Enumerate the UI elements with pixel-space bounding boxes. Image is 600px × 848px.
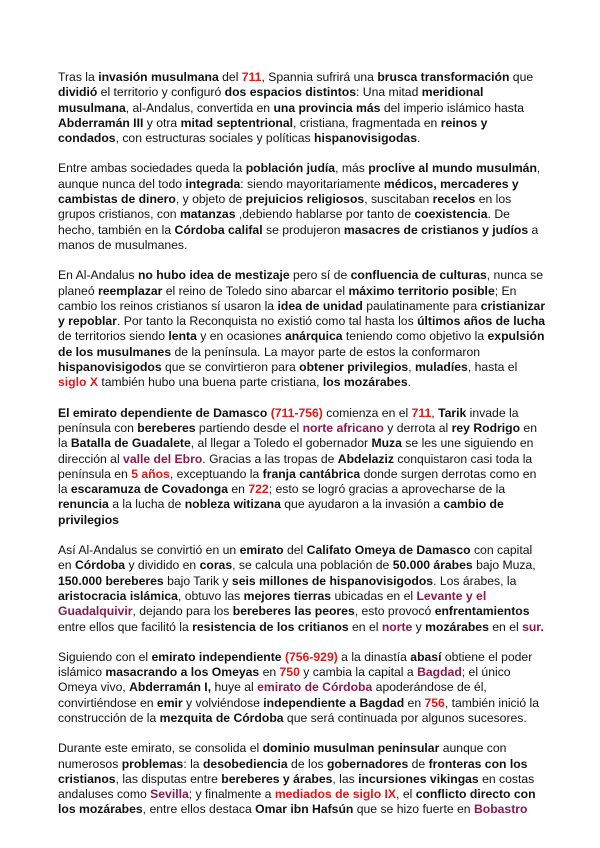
emphasis-run: Tarik <box>438 405 467 420</box>
text-run: ; En cambio los reinos cristianos sí usaron la <box>58 283 517 313</box>
emphasis-run: Omar ibn Hafsún <box>255 802 354 817</box>
text-run: Entre ambas sociedades queda la <box>58 161 246 176</box>
text-run: conquistaron casi toda la península en <box>58 451 533 481</box>
text-run: aunque con numerosos <box>58 741 507 771</box>
emphasis-run: escaramuza de Covadonga <box>70 482 229 497</box>
emphasis-run: aristocracia islámica <box>58 588 178 603</box>
emphasis-run: médicos, mercaderes y cambistas de dinero <box>58 176 519 207</box>
emphasis-run: matanzas <box>179 207 236 222</box>
text-run: de <box>408 756 429 771</box>
emphasis-run: independiente a Bagdad <box>263 695 405 710</box>
emphasis-run: mitad septentrional <box>180 115 294 130</box>
emphasis-run: siglo X <box>58 375 98 390</box>
text-run: bajo Tarik y <box>163 573 232 588</box>
emphasis-run: 756 <box>424 695 445 710</box>
emphasis-run: emirato <box>239 543 284 558</box>
emphasis-run: (711-756) <box>270 405 323 420</box>
text-run: . <box>407 375 411 390</box>
text-run: Tras la <box>58 70 99 84</box>
text-run: donde surgen derrotas como en la <box>58 466 537 497</box>
text-run: , se calcula una población de <box>232 558 393 573</box>
emphasis-run: meridional musulmana <box>58 85 484 115</box>
text-run: de los <box>287 756 327 771</box>
emphasis-run: Levante y el Guadalquivir <box>58 588 487 619</box>
emphasis-run: máximo territorio posible <box>348 283 495 298</box>
emphasis-run: confluencia de culturas <box>350 268 487 283</box>
text-run: y <box>412 619 426 634</box>
text-run: ; esto se logró gracias a aprovecharse de la <box>268 482 506 497</box>
text-run: se les une siguiendo en dirección al <box>58 436 534 466</box>
document-page <box>58 70 546 833</box>
text-run: . Gracias a las tropas de <box>202 451 338 466</box>
text-run: , el <box>396 787 416 802</box>
emphasis-run: 50.000 árabes <box>392 558 473 573</box>
text-run: y volviéndose <box>182 695 264 710</box>
text-run: de territorios siendo <box>58 329 169 344</box>
text-run: ,debiendo hablarse por tanto de <box>235 207 415 222</box>
emphasis-run: población judía <box>245 161 336 176</box>
emphasis-run: bereberes <box>137 420 196 435</box>
text-run: , aunque nunca del todo <box>58 161 541 191</box>
emphasis-run: enfrentamientos <box>434 604 530 619</box>
text-run: en costas andaluses como <box>58 771 535 802</box>
emphasis-run: Córdoba <box>74 558 126 573</box>
paragraph-dominio-musulman <box>58 741 546 817</box>
emphasis-run: reinos y condados <box>58 115 488 146</box>
emphasis-run: Muza <box>371 436 402 451</box>
text-run: con capital en <box>58 543 533 573</box>
text-run: también hubo una buena parte cristiana, <box>97 375 323 390</box>
text-run: del imperio islámico hasta <box>380 100 525 115</box>
emphasis-run: Abderramán I, <box>129 680 212 695</box>
text-run: Siguiendo con el <box>58 649 152 664</box>
text-run: que <box>509 70 534 84</box>
text-run: obtiene el poder islámico <box>58 649 533 680</box>
text-run: el territorio y configuró <box>97 85 225 100</box>
emphasis-run: emirato independiente <box>151 649 282 664</box>
text-run: : la <box>183 756 203 771</box>
emphasis-run: mediados de siglo IX <box>274 787 397 802</box>
text-run: : siendo mayoritariamente <box>240 176 384 191</box>
emphasis-run: reemplazar <box>97 283 163 298</box>
emphasis-run: 5 años <box>131 466 170 481</box>
text-run: que se convirtieron para <box>161 360 300 375</box>
emphasis-run: Abdelaziz <box>337 451 394 466</box>
emphasis-run: 711 <box>411 405 432 420</box>
paragraph-emirato-independiente <box>58 650 546 726</box>
emphasis-run: masacrando a los Omeyas <box>105 665 260 680</box>
text-run: , <box>431 405 439 420</box>
text-run: , nunca se planeó <box>58 268 544 298</box>
text-run: , <box>408 360 415 375</box>
emphasis-run: gobernadores <box>326 756 409 771</box>
text-run: en el <box>348 619 382 634</box>
emphasis-run: 722 <box>248 482 269 497</box>
emphasis-run: Abderramán III <box>58 115 144 130</box>
text-run: , al llegar a Toledo el gobernador <box>190 436 372 451</box>
emphasis-run: dos espacios distintos <box>224 85 357 100</box>
emphasis-run: muladíes <box>414 360 468 375</box>
text-run: partiendo desde el <box>195 420 303 435</box>
text-run: ubicadas en el <box>331 588 417 603</box>
text-run: , suscitaban <box>364 192 433 207</box>
emphasis-run: norte <box>381 619 413 634</box>
emphasis-run: 750 <box>279 665 300 680</box>
emphasis-run: no hubo idea de mestizaje <box>137 268 290 283</box>
emphasis-run: bereberes y árabes <box>221 771 333 786</box>
text-run: , y objeto de <box>175 192 246 207</box>
emphasis-run: bereberes las peores <box>232 604 355 619</box>
text-run: , obtuvo las <box>177 588 244 603</box>
emphasis-run: dividió <box>58 85 98 100</box>
emphasis-run: El emirato dependiente de Damasco <box>58 405 268 420</box>
text-run: huye al <box>211 680 258 695</box>
text-run: , al-Andalus, convertida en <box>125 100 274 115</box>
text-run: a la dinastía <box>337 649 411 664</box>
text-run: en <box>259 665 280 680</box>
text-run: y dividido en <box>125 558 200 573</box>
text-run: , más <box>335 161 369 176</box>
text-run: , las <box>332 771 359 786</box>
emphasis-run: hispanovisigodas <box>314 131 417 146</box>
paragraph-califato-omeya <box>58 543 546 635</box>
emphasis-run: prejuicios religiosos <box>245 192 365 207</box>
text-run: , Spannia sufrirá una <box>261 70 378 84</box>
text-run: Durante este emirato, se consolida el <box>58 741 263 756</box>
text-run: y otra <box>143 115 181 130</box>
text-run: . <box>417 131 421 146</box>
emphasis-run: masacres de cristianos y judíos <box>343 222 529 237</box>
emphasis-run: recelos <box>432 192 476 207</box>
text-run: del <box>218 70 242 84</box>
emphasis-run: emir <box>156 695 183 710</box>
emphasis-run: 711 <box>241 70 262 84</box>
text-run: teniendo como objetivo la <box>342 329 488 344</box>
text-run: a la lucha de <box>108 497 185 512</box>
text-run: : Una mitad <box>356 85 422 100</box>
emphasis-run: Bobastro <box>473 802 528 817</box>
emphasis-run: Califato Omeya de Damasco <box>306 543 471 558</box>
emphasis-run: expulsión de los musulmanes <box>58 329 545 359</box>
text-run: bajo Muza, <box>472 558 536 573</box>
emphasis-run: obtener privilegios <box>299 360 409 375</box>
paragraph-mestizaje <box>58 268 546 390</box>
text-run: apoderándose de él, convirtiéndose en <box>58 680 487 710</box>
text-run: En Al-Andalus <box>58 268 138 283</box>
emphasis-run: brusca transformación <box>377 70 510 84</box>
text-run: en <box>228 482 249 497</box>
emphasis-run: franja cantábrica <box>262 466 361 481</box>
emphasis-run: nobleza witizana <box>184 497 281 512</box>
emphasis-run: cambio de privilegios <box>58 497 504 527</box>
emphasis-run: abasí <box>410 649 442 664</box>
text-run: del <box>283 543 307 558</box>
emphasis-run: los mozárabes <box>322 375 408 390</box>
text-run: , cristiana, fragmentada en <box>293 115 441 130</box>
emphasis-run: mozárabes <box>425 619 489 634</box>
text-run: . Por tanto la Reconquista no existió como tal hasta los <box>116 314 418 329</box>
emphasis-run: seis millones de hispanovisigodos <box>231 573 434 588</box>
text-run: . Los árabes, la <box>433 573 517 588</box>
emphasis-run: desobediencia <box>202 756 288 771</box>
text-run: pero sí de <box>289 268 351 283</box>
text-run: , dejando para los <box>132 604 233 619</box>
text-run: Así Al-Andalus se convirtió en un <box>58 543 240 558</box>
paragraph-emirato-dependiente <box>58 406 546 528</box>
emphasis-run: dominio musulman peninsular <box>262 741 440 756</box>
text-run: que ayudaron a la invasión a <box>280 497 444 512</box>
text-run: el reino de Toledo sino abarcar el <box>162 283 349 298</box>
emphasis-run: lenta <box>168 329 197 344</box>
emphasis-run: emirato de Córdoba <box>257 680 373 695</box>
text-run: ; y finalmente a <box>188 787 275 802</box>
text-run: , exceptuando la <box>169 466 263 481</box>
text-run: , hasta el <box>467 360 518 375</box>
emphasis-run: Bagdad <box>417 665 462 680</box>
text-run: se produjeron <box>262 222 344 237</box>
text-run: , entre ellos destaca <box>142 802 256 817</box>
emphasis-run: mejores tierras <box>243 588 332 603</box>
emphasis-run: cristianizar y repoblar <box>58 298 546 329</box>
emphasis-run: Batalla de Guadalete <box>70 436 191 451</box>
text-run: y cambia la capital a <box>299 665 418 680</box>
emphasis-run: Córdoba califal <box>174 222 263 237</box>
emphasis-run: conflicto directo con los mozárabes <box>58 787 536 817</box>
emphasis-run: últimos años de lucha <box>417 314 546 329</box>
text-run: . De hecho, también en la <box>58 207 510 237</box>
text-run: y derrota al <box>383 420 452 435</box>
emphasis-run: Sevilla <box>150 787 189 802</box>
paragraph-invasion <box>58 70 546 146</box>
text-run: y en ocasiones <box>196 329 285 344</box>
emphasis-run: idea de unidad <box>277 298 363 313</box>
emphasis-run: 150.000 bereberes <box>58 573 164 588</box>
text-run: en <box>404 695 425 710</box>
text-run: entre ellos que facilitó la <box>58 619 193 634</box>
emphasis-run: rey Rodrigo <box>451 420 521 435</box>
paragraph-poblacion-judia <box>58 161 546 253</box>
text-run: , con estructuras sociales y políticas <box>115 131 315 146</box>
emphasis-run: integrada <box>185 176 241 191</box>
emphasis-run: una provincia más <box>273 100 381 115</box>
text-run: que se hizo fuerte en <box>353 802 474 817</box>
emphasis-run: problemas <box>121 756 184 771</box>
text-run: de la península. La mayor parte de estos la conformaron <box>171 344 481 359</box>
text-run: en el <box>488 619 523 634</box>
emphasis-run: coexistencia <box>414 207 488 222</box>
text-run: en los grupos cristianos, con <box>58 192 512 222</box>
emphasis-run: incursiones vikingas <box>358 771 479 786</box>
text-run: que será continuada por algunos sucesores. <box>283 710 527 725</box>
text-run: ; el único Omeya vivo, <box>58 665 511 695</box>
emphasis-run: renuncia <box>58 497 109 512</box>
text-run: , también inició la construcción de la <box>58 695 540 725</box>
emphasis-run: (756-929) <box>284 649 338 664</box>
emphasis-run: invasión musulmana <box>98 70 219 84</box>
emphasis-run: norte africano <box>302 420 384 435</box>
text-run: paulatinamente para <box>362 298 481 313</box>
emphasis-run: fronteras con los cristianos <box>58 756 528 786</box>
emphasis-run: hispanovisigodos <box>58 360 162 375</box>
text-run: invade la península con <box>58 405 519 435</box>
text-run: comienza en el <box>322 405 412 420</box>
emphasis-run: sur. <box>522 619 544 634</box>
emphasis-run: resistencia de los critianos <box>192 619 349 634</box>
emphasis-run: proclive al mundo musulmán <box>368 161 537 176</box>
text-run: , esto provocó <box>354 604 435 619</box>
emphasis-run: anárquica <box>284 329 343 344</box>
text-run: , las disputas entre <box>115 771 222 786</box>
emphasis-run: mezquita de Córdoba <box>159 710 284 725</box>
text-run: en la <box>58 420 537 451</box>
text-run: a manos de musulmanes. <box>58 222 539 252</box>
emphasis-run: valle del Ebro <box>123 451 203 466</box>
emphasis-run: coras <box>199 558 233 573</box>
